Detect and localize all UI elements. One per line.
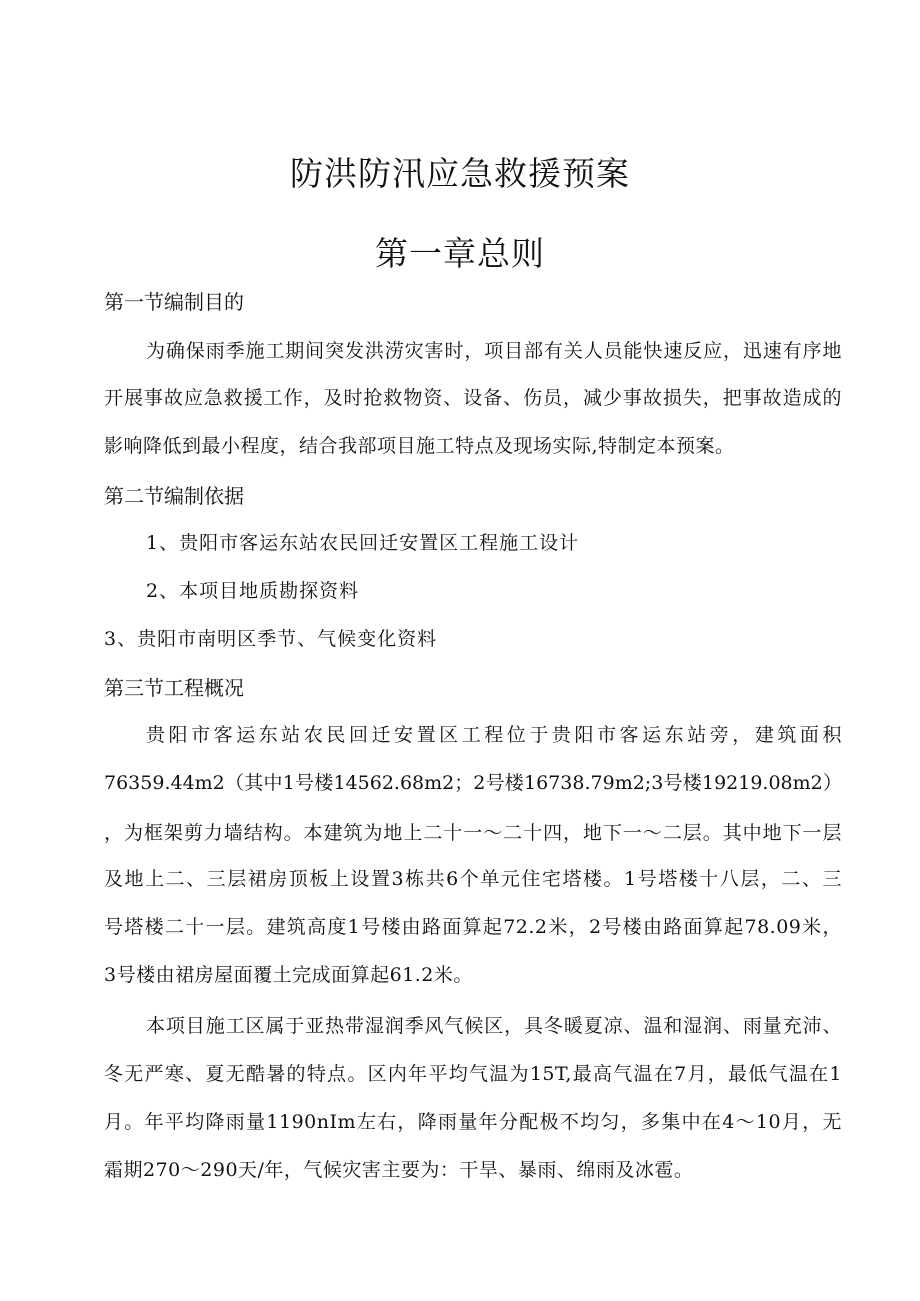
paragraph-line: 贵阳市客运东站农民回迁安置区工程位于贵阳市客运东站旁，建筑面积 xyxy=(146,724,842,746)
paragraph-line: 开展事故应急救援工作，及时抢救物资、设备、伤员，减少事故损失，把事故造成的 xyxy=(104,387,842,409)
list-item: 2、本项目地质勘探资料 xyxy=(146,580,360,602)
paragraph-line: 及地上二、三层裙房顶板上设置3栋共6个单元住宅塔楼。1号塔楼十八层，二、三 xyxy=(104,868,842,890)
paragraph-line: 本项目施工区属于亚热带湿润季风气候区，具冬暖夏凉、温和湿润、雨量充沛、 xyxy=(146,1015,842,1037)
document-title: 防洪防汛应急救援预案 xyxy=(290,154,630,193)
paragraph-line: 冬无严寒、夏无酷暑的特点。区内年平均气温为15T,最高气温在7月，最低气温在1 xyxy=(104,1063,842,1085)
list-item: 1、贵阳市客运东站农民回迁安置区工程施工设计 xyxy=(146,532,580,554)
paragraph-line: 月。年平均降雨量1190nIm左右，降雨量年分配极不均匀，多集中在4～10月，无 xyxy=(104,1111,842,1133)
section-heading-basis: 第二节编制依据 xyxy=(104,484,244,508)
section-heading-overview: 第三节工程概况 xyxy=(104,676,244,700)
paragraph-line: ，为框架剪力墙结构。本建筑为地上二十一～二十四，地下一～二层。其中地下一层 xyxy=(104,822,842,844)
paragraph-line: 为确保雨季施工期间突发洪涝灾害时，项目部有关人员能快速反应，迅速有序地 xyxy=(146,340,842,362)
paragraph-line: 3号楼由裙房屋面覆土完成面算起61.2米。 xyxy=(104,964,473,986)
chapter-title: 第一章总则 xyxy=(375,234,545,273)
paragraph-line: 影响降低到最小程度，结合我部项目施工特点及现场实际,特制定本预案。 xyxy=(104,435,735,457)
paragraph-line: 霜期270～290天/年，气候灾害主要为：干旱、暴雨、绵雨及冰雹。 xyxy=(104,1159,694,1181)
paragraph-line: 76359.44m2（其中1号楼14562.68m2；2号楼16738.79m2;3号楼19219.08m2） xyxy=(104,772,842,794)
section-heading-purpose: 第一节编制目的 xyxy=(104,290,244,314)
paragraph-line: 号塔楼二十一层。建筑高度1号楼由路面算起72.2米，2号楼由路面算起78.09米， xyxy=(104,916,842,938)
list-item: 3、贵阳市南明区季节、气候变化资料 xyxy=(104,628,438,650)
